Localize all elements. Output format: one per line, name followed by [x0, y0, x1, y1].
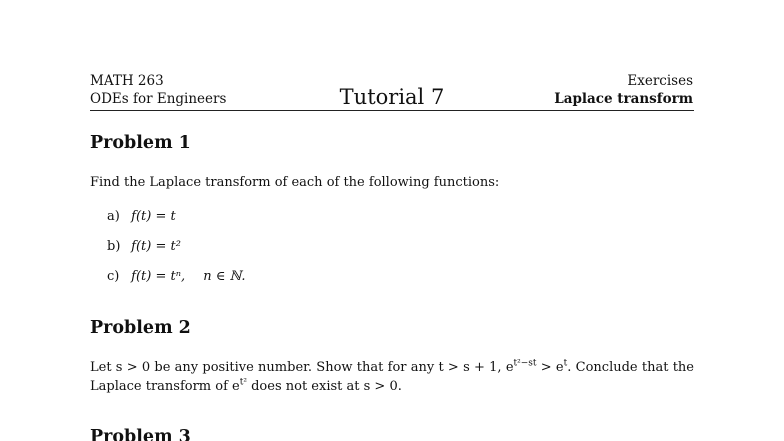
exponent: t²: [239, 377, 247, 388]
problem-1-intro: Find the Laplace transform of each of the following functions:: [90, 175, 500, 190]
item-label: c): [107, 269, 120, 284]
item-label: a): [107, 209, 120, 224]
problem-2-heading: Problem 2: [90, 318, 191, 338]
header-right: [554, 72, 693, 108]
doc-topic: Laplace transform: [554, 91, 693, 107]
item-condition: n ∈ ℕ.: [203, 269, 246, 284]
doc-type: Exercises: [627, 73, 693, 89]
problem-1-item-a: [107, 208, 176, 226]
item-expression: f(t) = t: [131, 209, 176, 224]
item-expression: f(t) = t²: [131, 239, 181, 254]
page-title: Tutorial 7: [339, 85, 445, 109]
course-name: ODEs for Engineers: [90, 91, 227, 107]
problem-3-heading: Problem 3: [90, 427, 191, 441]
exponent: t²−st: [513, 358, 537, 369]
header-divider: [90, 110, 694, 111]
course-code: MATH 263: [90, 73, 164, 89]
problem-2-text-part-3: . Conclude that the Laplace transform of e: [90, 360, 694, 394]
problem-2-text-part-4: does not exist at s > 0.: [246, 379, 402, 394]
problem-2-text-part-1: Let s > 0 be any positive number. Show that for any t > s + 1, e: [90, 360, 514, 375]
item-expression: f(t) = tⁿ,: [131, 269, 186, 284]
item-label: b): [107, 239, 121, 254]
exponent: t: [563, 358, 568, 369]
problem-1-item-c: [107, 268, 246, 286]
problem-2-text-part-2: > e: [536, 360, 564, 375]
problem-2-text: [90, 358, 694, 396]
problem-1-item-b: [107, 238, 181, 256]
problem-1-heading: Problem 1: [90, 133, 191, 153]
